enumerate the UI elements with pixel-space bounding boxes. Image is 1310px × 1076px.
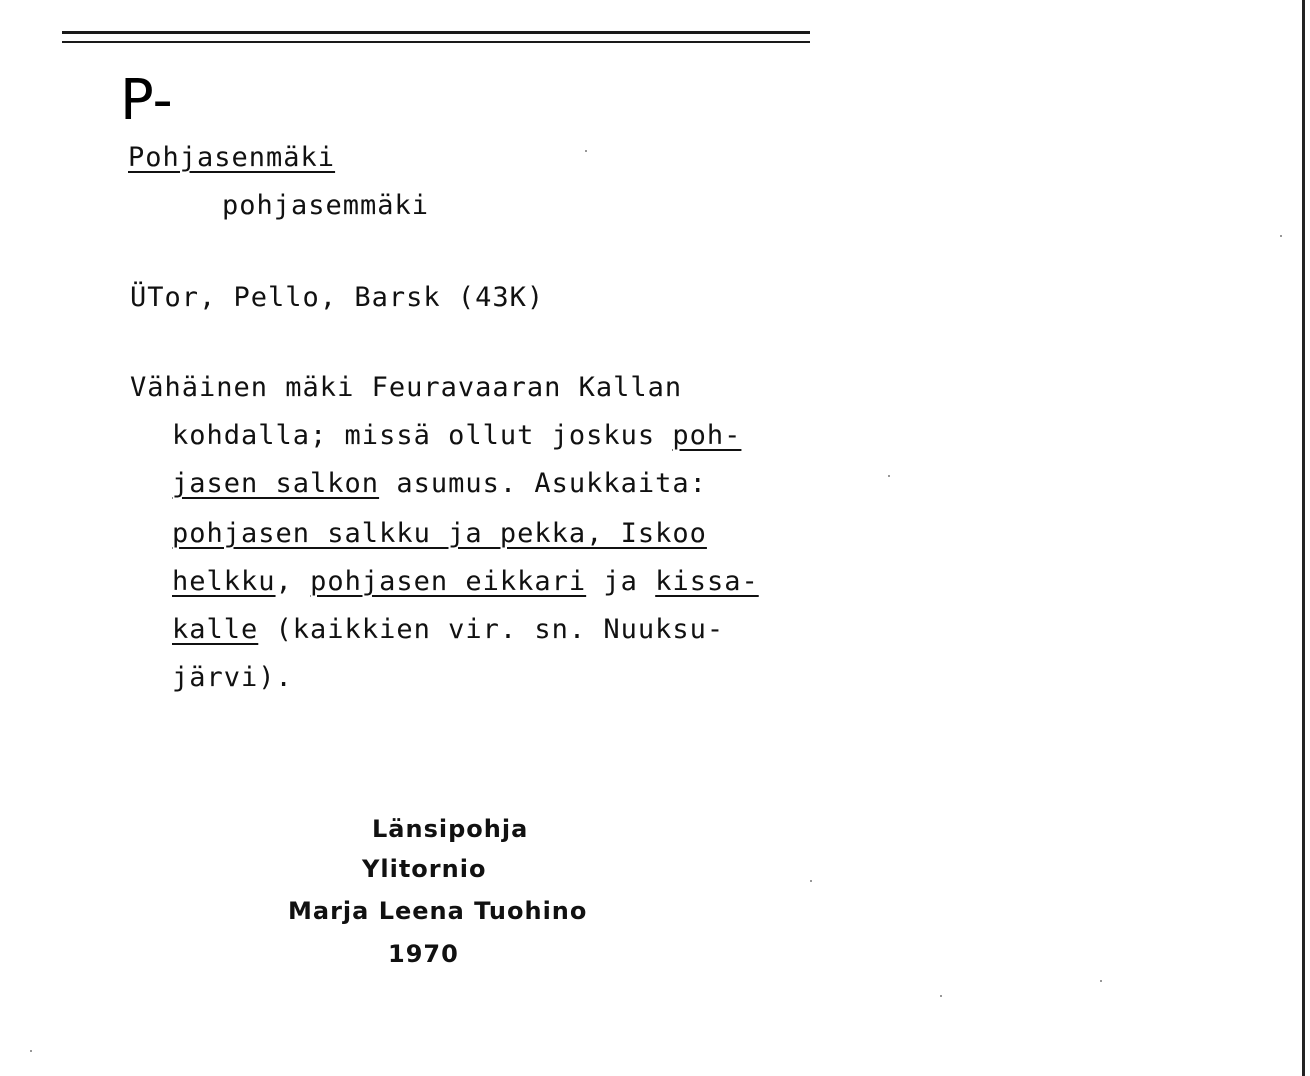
body-line: järvi). bbox=[172, 662, 293, 693]
body-text-segment: ja bbox=[586, 566, 656, 597]
body-line bbox=[172, 420, 741, 451]
stamp-parish: Ylitornio bbox=[362, 855, 487, 883]
body-text-segment: asumus. Asukkaita: bbox=[379, 468, 707, 499]
body-text-segment: kohdalla; missä ollut joskus bbox=[172, 420, 673, 451]
body-text-segment: , bbox=[275, 566, 311, 597]
underlined-name: helkku bbox=[172, 566, 276, 597]
body-line bbox=[172, 614, 724, 645]
headword: Pohjasenmäki bbox=[128, 142, 336, 173]
top-rule-secondary bbox=[62, 41, 810, 43]
handwritten-letter: P- bbox=[120, 68, 173, 133]
paper-speck bbox=[30, 1050, 32, 1052]
underlined-name: kalle bbox=[172, 614, 259, 645]
stamp-region: Länsipohja bbox=[372, 815, 529, 843]
paper-speck bbox=[585, 150, 587, 152]
pronunciation: pohjasemmäki bbox=[222, 190, 430, 221]
underlined-name: poh- bbox=[672, 420, 742, 451]
right-edge-line bbox=[1302, 0, 1305, 1076]
body-line: Vähäinen mäki Feuravaaran Kallan bbox=[130, 372, 683, 403]
stamp-year: 1970 bbox=[388, 940, 459, 968]
body-line bbox=[172, 566, 759, 597]
paper-speck bbox=[810, 880, 812, 882]
paper-speck bbox=[940, 995, 942, 997]
top-rule bbox=[62, 31, 810, 34]
paper-speck bbox=[1280, 235, 1282, 237]
paper-speck bbox=[888, 475, 890, 477]
body-line: pohjasen salkku ja pekka, Iskoo bbox=[172, 518, 707, 549]
stamp-collector: Marja Leena Tuohino bbox=[288, 897, 588, 925]
body-line bbox=[172, 468, 707, 499]
paper-speck bbox=[1100, 980, 1102, 982]
locality-line: ÜTor, Pello, Barsk (43K) bbox=[130, 282, 545, 313]
body-text-segment: (kaikkien vir. sn. Nuuksu- bbox=[258, 614, 725, 645]
underlined-name: jasen salkon bbox=[172, 468, 380, 499]
underlined-name: kissa- bbox=[655, 566, 759, 597]
underlined-name: pohjasen eikkari bbox=[310, 566, 587, 597]
